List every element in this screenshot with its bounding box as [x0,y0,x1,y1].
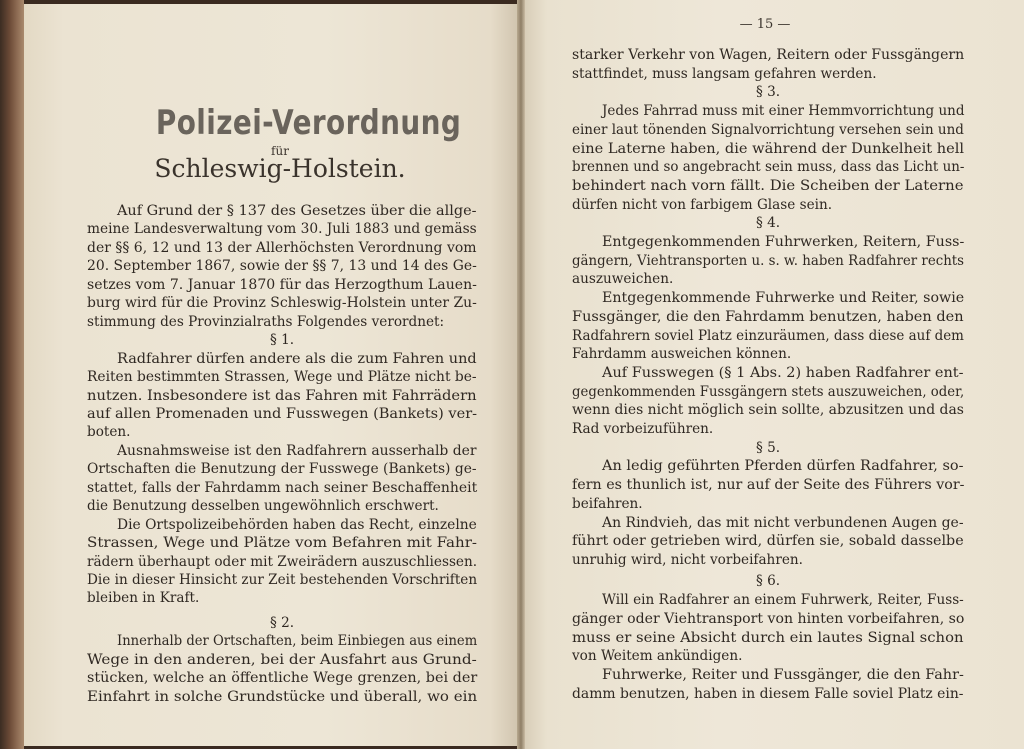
text-line: Radfahrer dürfen andere als die zum Fahren und [117,350,477,367]
text-line: beifahren. [572,495,643,512]
section-heading: § 3. [755,84,781,101]
text-line: nutzen. Insbesondere ist das Fahren mit Fahrrädern [87,387,477,404]
text-line: unruhig wird, nicht vorbeifahren. [572,551,803,568]
book-edge [0,0,24,749]
text-line: Einfahrt in solche Grundstücke und überall, wo ein [87,688,478,705]
text-line: 20. September 1867, sowie der §§ 7, 13 und 14 des Ge- [87,258,477,275]
text-line: eine Laterne haben, die während der Dunkelheit hell [572,140,965,157]
title-connector: für [271,144,289,158]
text-line: Reiten bestimmten Strassen, Wege und Plätze nicht be- [87,369,477,386]
text-line: behindert nach vorn fällt. Die Scheiben der Laterne [572,177,964,194]
text-line: fern es thunlich ist, nur auf der Seite des Führers vor- [572,477,965,494]
text-line: muss er seine Absicht durch ein lautes Signal schon [572,629,964,646]
text-line: Innerhalb der Ortschaften, beim Einbiegen aus einem [117,633,478,650]
section-heading: § 2. [269,614,295,631]
text-line: wenn dies nicht möglich sein sollte, abzusitzen und das [572,402,964,419]
text-line: Ausnahmsweise ist den Radfahrern ausserhalb der [117,442,477,459]
text-line: gegenkommenden Fussgängern stets auszuweichen, oder, [572,383,965,400]
text-line: Ortschaften die Benutzung der Fusswege (Bankets) ge- [87,461,477,478]
text-line: Jedes Fahrrad muss mit einer Hemmvorrichtung und [602,103,965,120]
section-heading: § 1. [269,332,295,349]
text-line: stattet, falls der Fahrdamm nach seiner Beschaffenheit [87,479,478,496]
text-line: damm benutzen, haben in diesem Falle soviel Platz ein- [572,685,964,702]
text-line: Fahrdamm ausweichen können. [572,346,792,363]
text-line: führt oder getrieben wird, dürfen sie, sobald dasselbe [572,533,964,550]
text-line: gänger oder Viehtransport von hinten vorbeifahren, so [572,611,965,627]
text-line: meine Landesverwaltung vom 30. Juli 1883 und gemäss [87,221,477,238]
text-line: Fuhrwerke, Reiter und Fussgänger, die den Fahr- [602,667,964,684]
text-line: von Weitem ankündigen. [572,648,743,665]
text-line: brennen und so angebracht sein muss, dass das Licht un- [572,159,965,176]
text-line: auszuweichen. [572,271,674,288]
text-line: Strassen, Wege und Plätze vom Befahren mit Fahr- [87,535,477,552]
text-line: Auf Fusswegen (§ 1 Abs. 2) haben Radfahrer ent- [602,364,964,381]
text-line: Entgegenkommenden Fuhrwerken, Reitern, Fuss- [602,234,965,250]
text-line: stimmung des Provinzialraths Folgendes verordnet: [87,313,445,330]
text-line: gängern, Viehtransporten u. s. w. haben Radfahrer rechts [572,252,965,269]
text-line: einer laut tönenden Signalvorrichtung versehen sein und [572,121,964,138]
text-line: Rad vorbeizuführen. [572,421,714,437]
text-line: der §§ 6, 12 und 13 der Allerhöchsten Verordnung vom [87,239,477,256]
text-line: burg wird für die Provinz Schleswig-Holstein unter Zu- [87,295,477,312]
text-line: dürfen nicht von farbigem Glase sein. [572,196,833,213]
book-gutter [517,0,525,749]
text-line: Auf Grund der § 137 des Gesetzes über die allge- [117,203,477,219]
text-line: An Rindvieh, das mit nicht verbundenen Augen ge- [602,514,964,531]
text-line: setzes vom 7. Januar 1870 für das Herzogthum Lauen- [87,276,477,293]
text-line: bleiben in Kraft. [87,590,200,607]
text-line: Wege in den anderen, bei der Ausfahrt aus Grund- [87,651,477,668]
text-line: Die in dieser Hinsicht zur Zeit bestehenden Vorschriften [87,572,478,588]
section-heading: § 6. [755,572,781,589]
text-line: starker Verkehr von Wagen, Reitern oder Fussgängern [572,47,965,63]
text-line: An ledig geführten Pferden dürfen Radfahrer, so- [602,458,964,475]
page-number: — 15 — [739,17,791,32]
text-line: die Benutzung desselben ungewöhnlich erschwert. [87,498,439,515]
text-line: rädern überhaupt oder mit Zweirädern auszuschliessen. [87,553,478,570]
text-line: boten. [87,424,131,441]
text-line: Radfahrern soviel Platz einzuräumen, dass diese auf dem [572,327,964,344]
text-line: stücken, welche an öffentliche Wege grenzen, bei der [87,670,478,687]
section-heading: § 4. [755,215,781,232]
page-subtitle: Schleswig-Holstein. [154,154,406,183]
text-line: auf allen Promenaden und Fusswegen (Bankets) ver- [87,405,478,422]
section-heading: § 5. [755,439,781,456]
text-line: stattfindet, muss langsam gefahren werden. [572,65,877,82]
text-line: Will ein Radfahrer an einem Fuhrwerk, Reiter, Fuss- [602,592,964,609]
page-title: Polizei-Verordnung [155,103,462,143]
text-line: Entgegenkommende Fuhrwerke und Reiter, sowie [602,290,965,307]
text-line: Fussgänger, die den Fahrdamm benutzen, haben den [572,308,964,325]
text-line: Die Ortspolizeibehörden haben das Recht, einzelne [117,516,477,533]
